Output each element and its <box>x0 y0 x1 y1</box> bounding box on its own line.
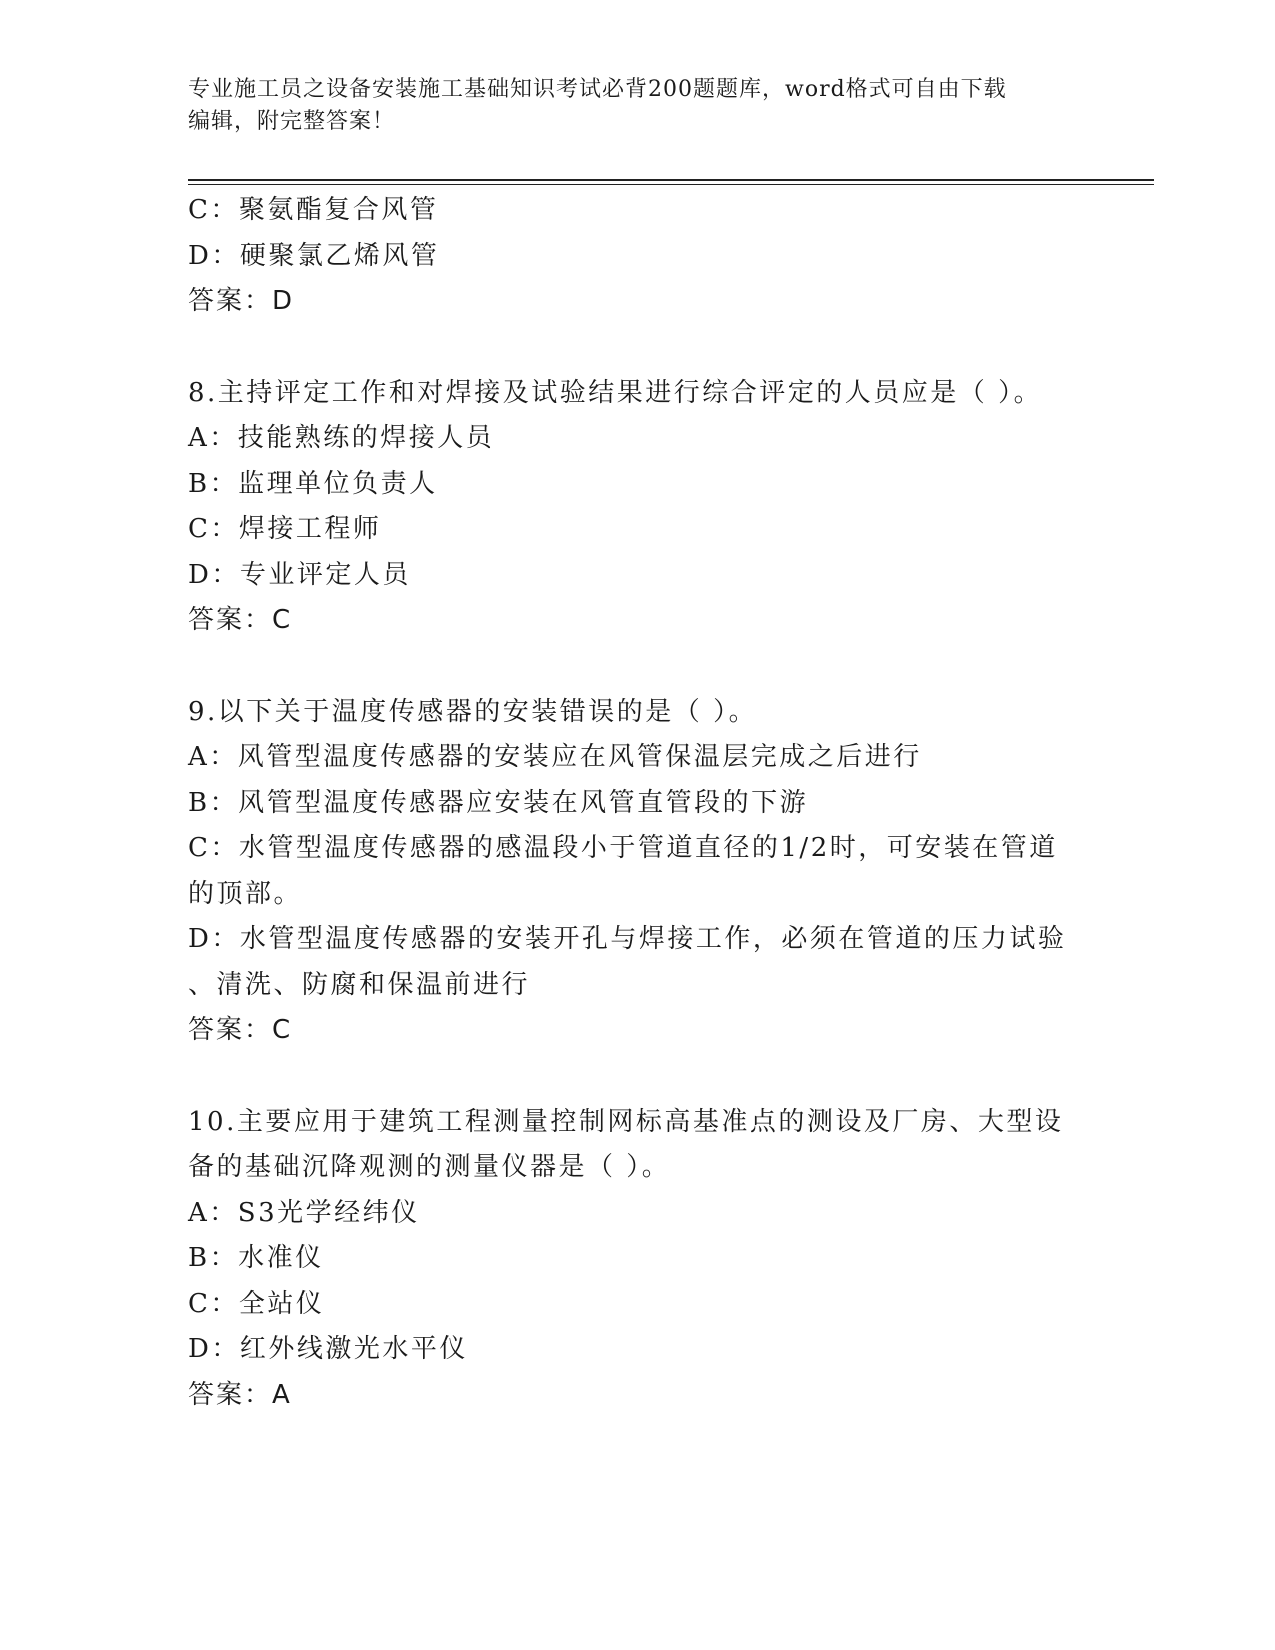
answer: 答案：C <box>188 605 293 635</box>
header-title-line-2: 编辑，附完整答案！ <box>188 109 396 134</box>
question-stem: 8.主持评定工作和对焊接及试验结果进行综合评定的人员应是（ ）。 <box>188 377 1043 408</box>
option-c-line-1: C：水管型温度传感器的感温段小于管道直径的1/2时，可安装在管道 <box>188 833 1058 863</box>
question-list <box>188 188 1088 1418</box>
document-header <box>188 74 1088 138</box>
option-a: A：风管型温度传感器的安装应在风管保温层完成之后进行 <box>188 742 922 772</box>
option-b: B：水准仪 <box>188 1243 324 1273</box>
option-b: B：监理单位负责人 <box>188 468 438 499</box>
option-a: A：技能熟练的焊接人员 <box>188 423 495 453</box>
question-10 <box>188 1100 1088 1419</box>
header-divider-thick <box>188 179 1154 181</box>
question-8 <box>188 371 1088 644</box>
option-c-line-2: 的顶部。 <box>188 878 303 909</box>
question-stem-line-2: 备的基础沉降观测的测量仪器是（ ）。 <box>188 1152 671 1182</box>
answer: 答案：A <box>188 1379 292 1410</box>
question-stem-line-1: 10.主要应用于建筑工程测量控制网标高基准点的测设及厂房、大型设 <box>188 1106 1064 1137</box>
header-divider-thin <box>188 184 1154 185</box>
option-d-line-2: 、清洗、防腐和保温前进行 <box>188 969 531 1000</box>
header-title-line-1: 专业施工员之设备安装施工基础知识考试必背200题题库，word格式可自由下载 <box>188 77 1007 102</box>
option-a: A：S3光学经纬仪 <box>188 1197 420 1228</box>
option-c: C：焊接工程师 <box>188 514 382 544</box>
answer: 答案：C <box>188 1015 293 1045</box>
option-c: C：全站仪 <box>188 1288 325 1319</box>
option-d: D：专业评定人员 <box>188 559 411 590</box>
option-d: D：红外线激光水平仪 <box>188 1334 468 1364</box>
option-c: C：聚氨酯复合风管 <box>188 195 439 225</box>
answer: 答案：D <box>188 286 295 316</box>
question-9 <box>188 690 1088 1054</box>
question-7 <box>188 188 1088 325</box>
option-d-line-1: D：水管型温度传感器的安装开孔与焊接工作，必须在管道的压力试验 <box>188 924 1067 954</box>
option-d: D：硬聚氯乙烯风管 <box>188 240 440 271</box>
question-stem: 9.以下关于温度传感器的安装错误的是（ ）。 <box>188 696 758 727</box>
option-b: B：风管型温度传感器应安装在风管直管段的下游 <box>188 787 809 818</box>
